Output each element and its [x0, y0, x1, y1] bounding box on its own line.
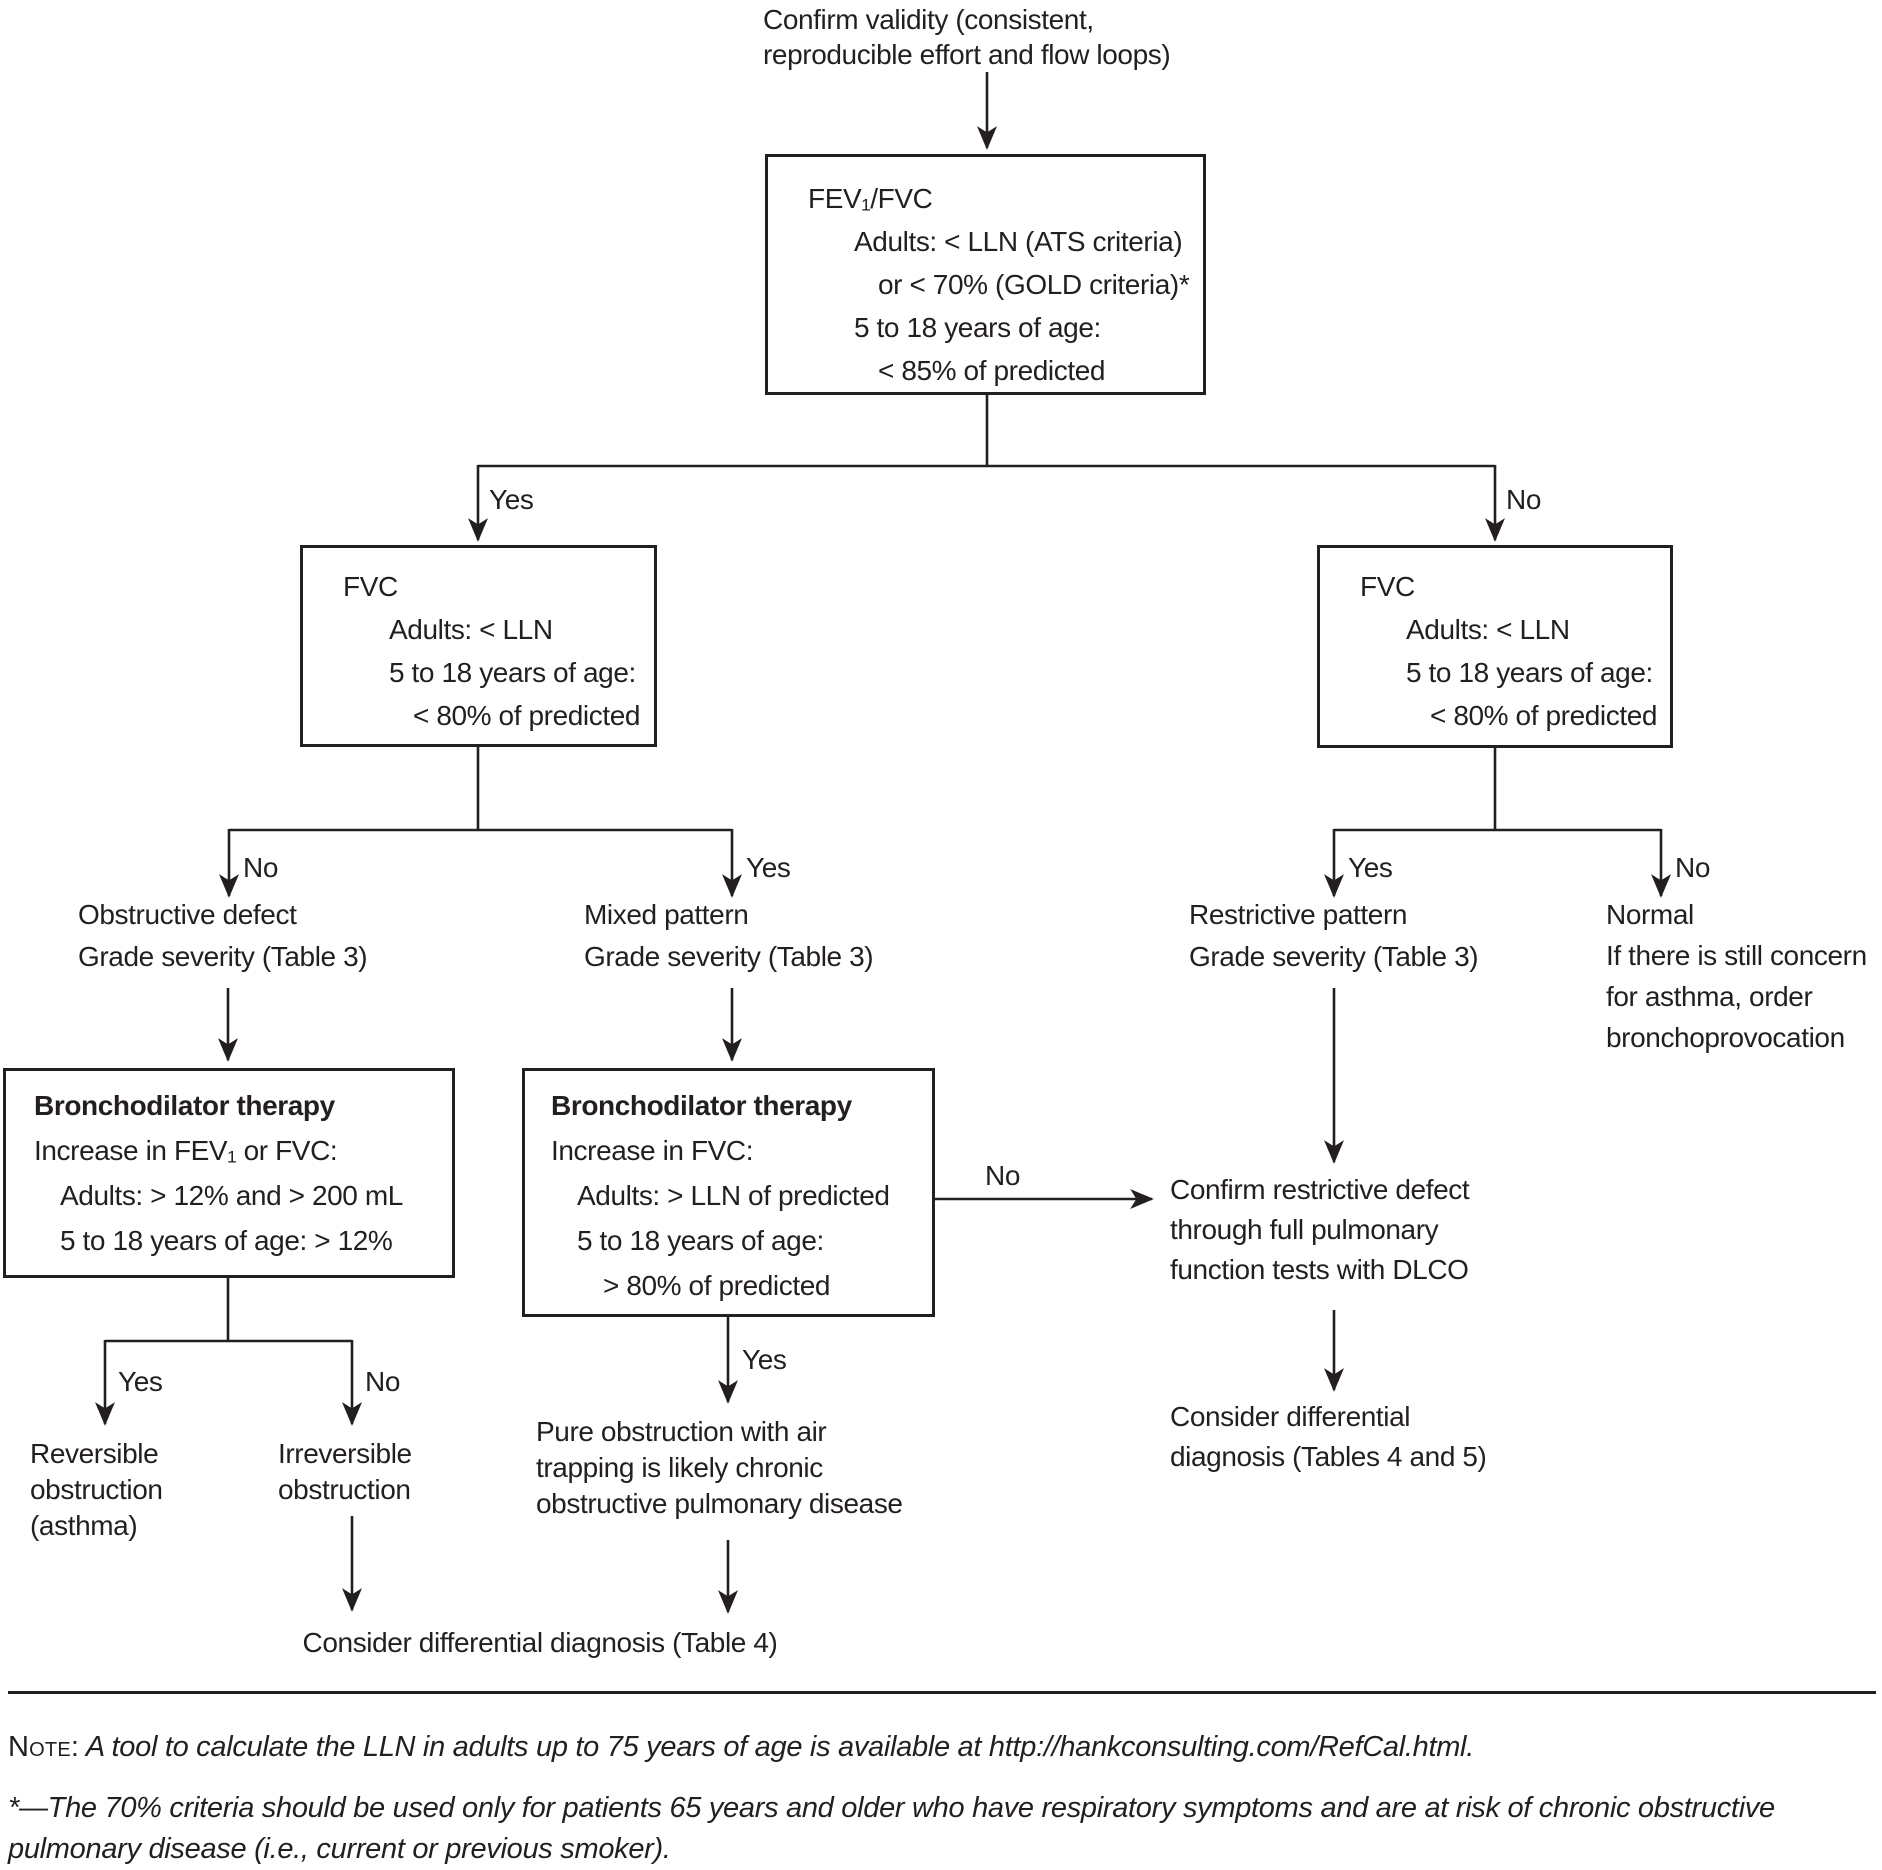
fvc-left-box-title: FVC	[343, 571, 398, 602]
branch-label-yes: Yes	[489, 484, 534, 515]
node-line: Grade severity (Table 3)	[78, 941, 368, 972]
node-line: If there is still concern	[1606, 940, 1867, 971]
bronchodilator-mid-box	[522, 1068, 935, 1317]
node-obstructive-defect	[78, 894, 367, 978]
fev1-fvc-box-line: < 85% of predicted	[878, 355, 1106, 386]
node-restrictive-pattern	[1189, 894, 1478, 978]
bronchodilator-mid-line: > 80% of predicted	[603, 1270, 831, 1301]
node-confirm-restrictive-defect	[1170, 1170, 1469, 1290]
node-line: diagnosis (Tables 4 and 5)	[1170, 1441, 1487, 1472]
start-node-line: Confirm validity (consistent,	[763, 4, 1094, 35]
branch-label-no: No	[1675, 852, 1710, 883]
footnote-line: pulmonary disease (i.e., current or previous smoker).	[8, 1833, 671, 1865]
fvc-right-box-title: FVC	[1360, 571, 1415, 602]
node-line: for asthma, order	[1606, 981, 1813, 1012]
node-line: trapping is likely chronic	[536, 1452, 823, 1483]
bronchodilator-mid-line: Adults: > LLN of predicted	[577, 1180, 890, 1211]
fvc-right-box-line: < 80% of predicted	[1430, 700, 1658, 731]
fvc-left-box-line: < 80% of predicted	[413, 700, 641, 731]
fev1-fvc-box-title: FEV₁/FVC	[808, 183, 933, 214]
node-mixed-pattern	[584, 894, 873, 978]
node-consider-diagnosis-table-4: Consider differential diagnosis (Table 4)	[302, 1627, 778, 1658]
node-line: obstruction	[278, 1474, 411, 1505]
node-normal	[1606, 894, 1867, 1058]
bronchodilator-mid-line: Increase in FVC:	[551, 1135, 754, 1166]
bronchodilator-left-title: Bronchodilator therapy	[34, 1090, 335, 1121]
branch-label-yes: Yes	[746, 852, 791, 883]
footnote-line: *—The 70% criteria should be used only for patients 65 years and older who have respiratory symptoms and are at risk of chronic obstructive	[8, 1792, 1775, 1824]
branch-label-no: No	[1506, 484, 1541, 515]
node-line: obstruction	[30, 1474, 163, 1505]
branch-label-no: No	[243, 852, 278, 883]
branch-label-yes: Yes	[742, 1344, 787, 1375]
node-line: obstructive pulmonary disease	[536, 1488, 903, 1519]
node-line: Reversible	[30, 1438, 159, 1469]
footnote	[8, 1788, 1775, 1870]
node-pure-obstruction-copd	[536, 1414, 903, 1522]
node-line: bronchoprovocation	[1606, 1022, 1845, 1053]
node-line: (asthma)	[30, 1510, 138, 1541]
node-line: Normal	[1606, 899, 1694, 930]
bronchodilator-left-line: Increase in FEV₁ or FVC:	[34, 1135, 338, 1166]
fvc-left-box-line: Adults: < LLN	[389, 614, 553, 645]
node-line: Obstructive defect	[78, 899, 297, 930]
node-line: function tests with DLCO	[1170, 1254, 1469, 1285]
branch-label-yes: Yes	[118, 1366, 163, 1397]
branch-label-yes: Yes	[1348, 852, 1393, 883]
fvc-right-box-line: Adults: < LLN	[1406, 614, 1570, 645]
node-line: Confirm restrictive defect	[1170, 1174, 1470, 1205]
bronchodilator-left-box	[3, 1068, 455, 1278]
node-line: Irreversible	[278, 1438, 412, 1469]
bronchodilator-mid-line: 5 to 18 years of age:	[577, 1225, 824, 1256]
fev1-fvc-box-line: or < 70% (GOLD criteria)*	[878, 269, 1190, 300]
note-line	[8, 1731, 1474, 1764]
fev1-fvc-box-line: Adults: < LLN (ATS criteria)	[854, 226, 1183, 257]
start-node	[763, 2, 1170, 72]
fvc-left-decision-box	[300, 545, 657, 747]
node-line: Grade severity (Table 3)	[584, 941, 874, 972]
bronchodilator-left-line: Adults: > 12% and > 200 mL	[60, 1180, 403, 1211]
node-line: Grade severity (Table 3)	[1189, 941, 1479, 972]
note-label: Note:	[8, 1731, 80, 1763]
node-irreversible-obstruction	[278, 1436, 412, 1508]
bronchodilator-left-line: 5 to 18 years of age: > 12%	[60, 1225, 393, 1256]
note-text: A tool to calculate the LLN in adults up to 75 years of age is available at http://hankconsulting.com/RefCal.html.	[79, 1731, 1474, 1763]
fvc-left-box-line: 5 to 18 years of age:	[389, 657, 636, 688]
fvc-right-decision-box	[1317, 545, 1673, 748]
node-line: Mixed pattern	[584, 899, 749, 930]
node-line: through full pulmonary	[1170, 1214, 1439, 1245]
branch-label-no: No	[365, 1366, 400, 1397]
branch-label-no: No	[985, 1160, 1020, 1191]
footnote-divider	[8, 1691, 1876, 1694]
node-line: Consider differential	[1170, 1401, 1411, 1432]
node-consider-diagnosis-tables-4-5	[1170, 1397, 1486, 1477]
node-line: Pure obstruction with air	[536, 1416, 827, 1447]
node-reversible-obstruction	[30, 1436, 163, 1544]
fvc-right-box-line: 5 to 18 years of age:	[1406, 657, 1653, 688]
bronchodilator-mid-title: Bronchodilator therapy	[551, 1090, 852, 1121]
node-line: Restrictive pattern	[1189, 899, 1408, 930]
start-node-line: reproducible effort and flow loops)	[763, 39, 1171, 70]
fev1-fvc-decision-box	[765, 154, 1206, 395]
fev1-fvc-box-line: 5 to 18 years of age:	[854, 312, 1101, 343]
